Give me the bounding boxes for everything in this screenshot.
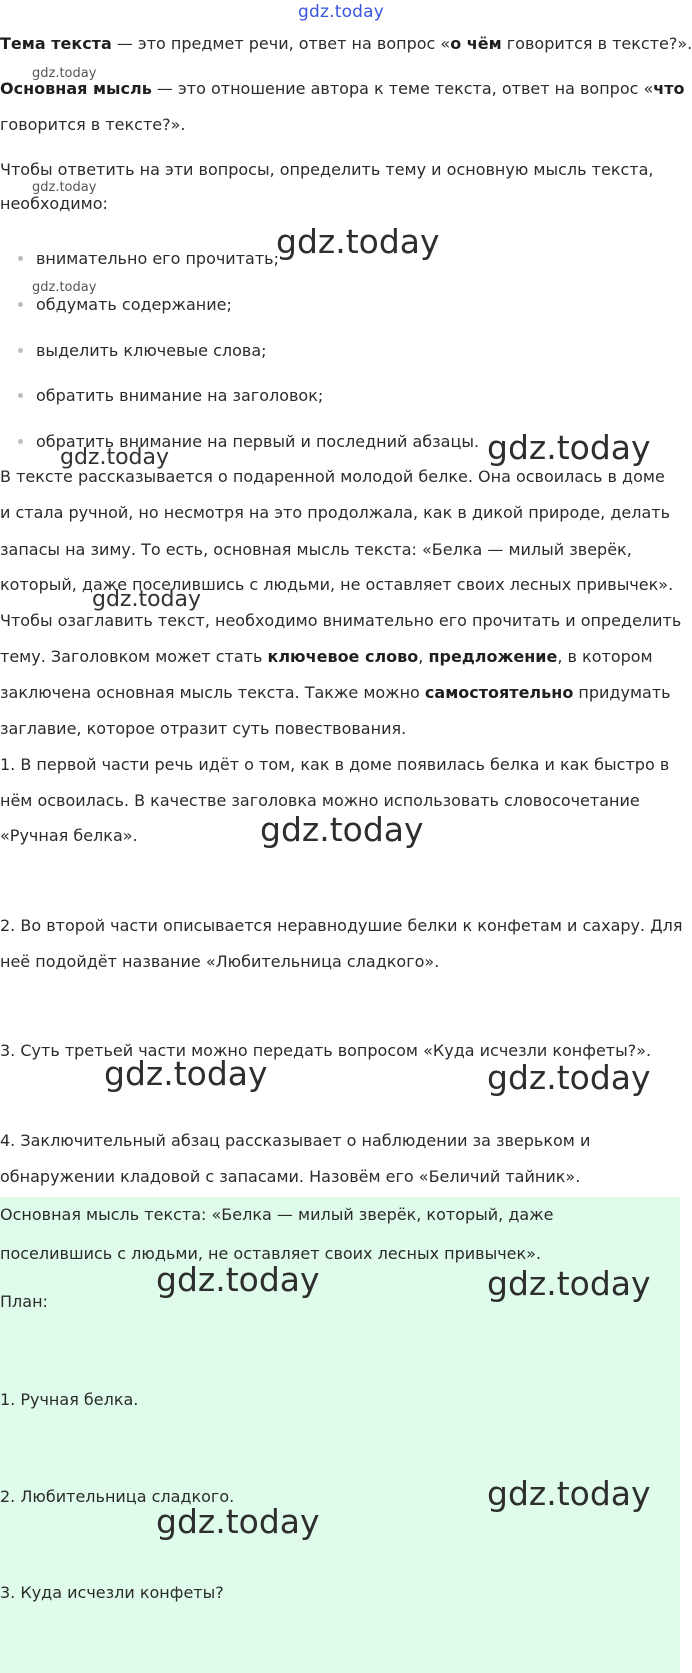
definition-main-idea: Основная мысль — это отношение автора к теме текста, ответ на вопрос «что: [0, 79, 685, 98]
plan-label: План:: [0, 1292, 48, 1311]
part-1-line: 1. В первой части речь идёт о том, как в доме появилась белка и как быстро в: [0, 755, 670, 774]
part-3-line: 3. Суть третьей части можно передать вопросом «Куда исчезли конфеты?».: [0, 1041, 652, 1060]
watermark-medium: gdz.today: [92, 587, 202, 612]
intro-line: необходимо:: [0, 194, 108, 213]
watermark-large: gdz.today: [487, 1058, 651, 1097]
list-item: внимательно его прочитать;: [36, 249, 279, 268]
watermark-large: gdz.today: [260, 810, 424, 849]
watermark-large: gdz.today: [487, 1474, 651, 1513]
watermark-small: gdz.today: [32, 66, 97, 81]
watermark-medium: gdz.today: [60, 445, 170, 470]
part-2-line: неё подойдёт название «Любительница сладкого».: [0, 952, 440, 971]
list-item: обратить внимание на первый и последний абзацы.: [36, 432, 480, 451]
answer-main-idea: поселившись с людьми, не оставляет своих лесных привычек».: [0, 1244, 542, 1263]
paragraph-line: и стала ручной, но несмотря на это продолжала, как в дикой природе, делать: [0, 503, 670, 522]
watermark-large: gdz.today: [487, 428, 651, 467]
part-4-line: 4. Заключительный абзац рассказывает о наблюдении за зверьком и: [0, 1131, 591, 1150]
paragraph-line: заключена основная мысль текста. Также можно самостоятельно придумать: [0, 683, 671, 702]
paragraph-line: заглавие, которое отразит суть повествования.: [0, 719, 407, 738]
list-item: выделить ключевые слова;: [36, 341, 267, 360]
paragraph-line: Чтобы озаглавить текст, необходимо внимательно его прочитать и определить: [0, 611, 682, 630]
list-item: обратить внимание на заголовок;: [36, 386, 324, 405]
paragraph-line: тему. Заголовком может стать ключевое слово, предложение, в котором: [0, 647, 653, 666]
watermark-large: gdz.today: [156, 1260, 320, 1299]
watermark-small: gdz.today: [32, 180, 97, 195]
paragraph-line: запасы на зиму. То есть, основная мысль текста: «Белка — милый зверёк,: [0, 540, 632, 559]
intro-line: Чтобы ответить на эти вопросы, определить тему и основную мысль текста,: [0, 160, 654, 179]
plan-item: 2. Любительница сладкого.: [0, 1487, 235, 1506]
definition-topic: Тема текста — это предмет речи, ответ на вопрос «о чём говорится в тексте?».: [0, 34, 692, 53]
part-1-line: нём освоилась. В качестве заголовка можно использовать словосочетание: [0, 791, 640, 810]
definition-main-idea-cont: говорится в тексте?».: [0, 115, 186, 134]
watermark-small: gdz.today: [32, 280, 97, 295]
plan-item: 1. Ручная белка.: [0, 1390, 139, 1409]
watermark-large: gdz.today: [104, 1054, 268, 1093]
watermark-large: gdz.today: [276, 222, 440, 261]
paragraph-line: В тексте рассказывается о подаренной молодой белке. Она освоилась в доме: [0, 467, 665, 486]
bullet-icon: [18, 302, 23, 307]
part-1-line: «Ручная белка».: [0, 826, 138, 845]
plan-item: 3. Куда исчезли конфеты?: [0, 1583, 224, 1602]
paragraph-line: который, даже поселившись с людьми, не оставляет своих лесных привычек».: [0, 575, 674, 594]
bullet-icon: [18, 348, 23, 353]
bullet-icon: [18, 256, 23, 261]
answer-main-idea: Основная мысль текста: «Белка — милый зверёк, который, даже: [0, 1205, 554, 1224]
watermark-large: gdz.today: [156, 1502, 320, 1541]
bullet-icon: [18, 393, 23, 398]
watermark-large: gdz.today: [487, 1264, 651, 1303]
part-4-line: обнаружении кладовой с запасами. Назовём его «Беличий тайник».: [0, 1167, 581, 1186]
watermark-top: gdz.today: [298, 2, 385, 22]
list-item: обдумать содержание;: [36, 295, 232, 314]
part-2-line: 2. Во второй части описывается неравнодушие белки к конфетам и сахару. Для: [0, 916, 683, 935]
bullet-icon: [18, 439, 23, 444]
